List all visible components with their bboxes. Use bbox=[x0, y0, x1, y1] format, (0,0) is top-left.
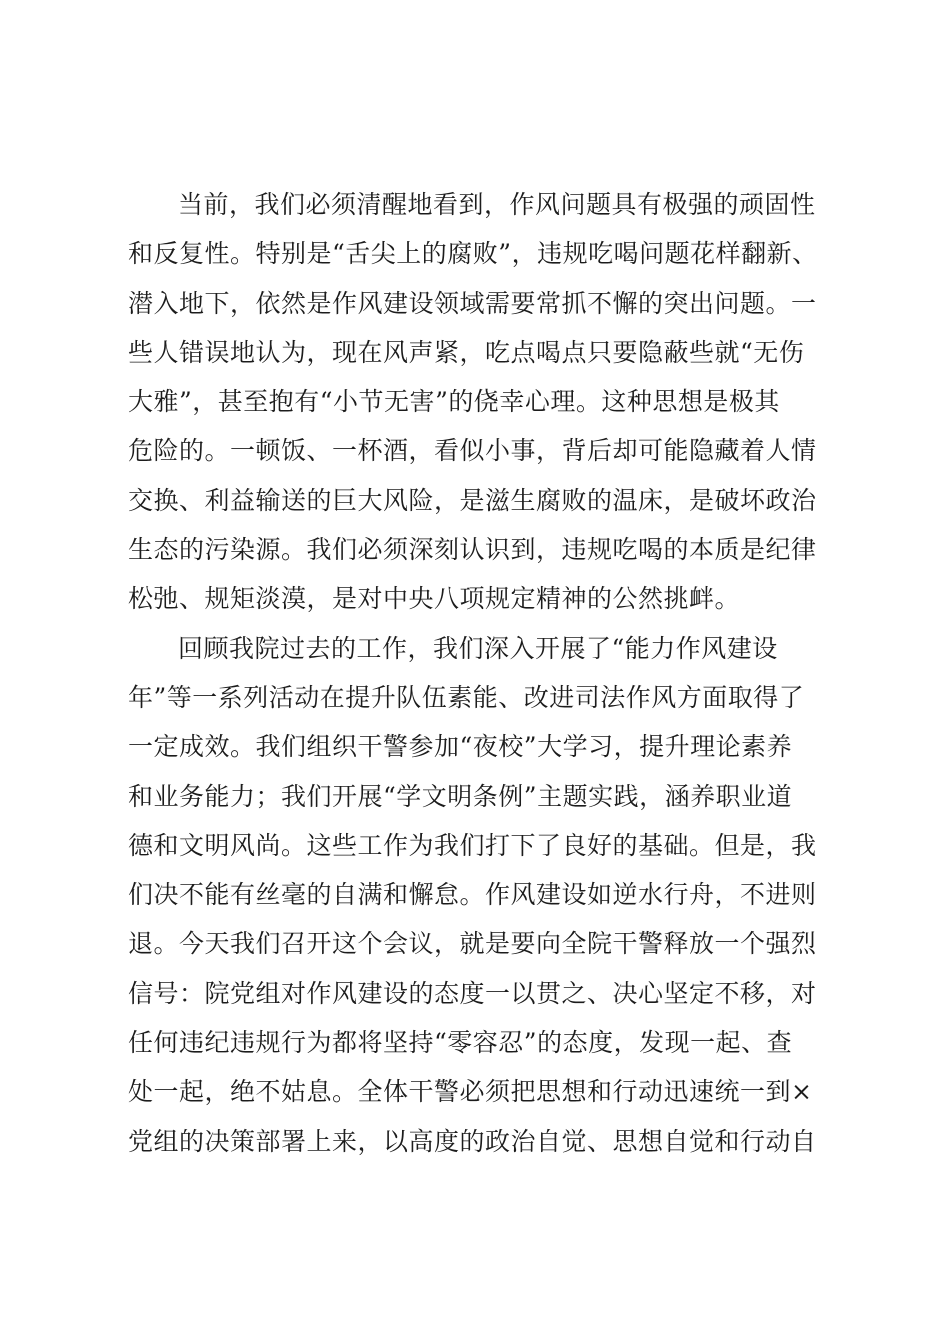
text-line: 潜入地下，依然是作风建设领域需要常抓不懈的突出问题。一 bbox=[128, 288, 817, 318]
text-line: 和反复性。特别是“舌尖上的腐败”，违规吃喝问题花样翻新、 bbox=[128, 239, 818, 269]
text-line: 任何违纪违规行为都将坚持“零容忍”的态度，发现一起、查 bbox=[128, 1028, 793, 1058]
text-line: 退。今天我们召开这个会议，就是要向全院干警释放一个强烈 bbox=[128, 929, 817, 959]
text-line: 交换、利益输送的巨大风险，是滋生腐败的温床，是破坏政治 bbox=[128, 485, 817, 515]
text-line: 危险的。一顿饭、一杯酒，看似小事，背后却可能隐藏着人情 bbox=[128, 436, 817, 466]
text-line: 德和文明风尚。这些工作为我们打下了良好的基础。但是，我 bbox=[128, 830, 817, 860]
paragraph-1 bbox=[128, 180, 828, 624]
text-line: 当前，我们必须清醒地看到，作风问题具有极强的顽固性 bbox=[178, 190, 816, 219]
paragraph-2 bbox=[128, 624, 828, 1166]
text-line: 一定成效。我们组织干警参加“夜校”大学习，提升理论素养 bbox=[128, 732, 793, 762]
text-line: 们决不能有丝毫的自满和懈怠。作风建设如逆水行舟，不进则 bbox=[128, 880, 817, 910]
text-line: 党组的决策部署上来，以高度的政治自觉、思想自觉和行动自 bbox=[128, 1126, 817, 1156]
text-line: 年”等一系列活动在提升队伍素能、改进司法作风方面取得了 bbox=[128, 682, 805, 712]
text-line: 松弛、规矩淡漠，是对中央八项规定精神的公然挑衅。 bbox=[128, 584, 741, 614]
text-line: 处一起，绝不姑息。全体干警必须把思想和行动迅速统一到× bbox=[128, 1077, 813, 1107]
text-line: 大雅”，甚至抱有“小节无害”的侥幸心理。这种思想是极其 bbox=[128, 387, 780, 417]
document-body bbox=[128, 180, 828, 1166]
text-line: 和业务能力；我们开展“学文明条例”主题实践，涵养职业道 bbox=[128, 781, 793, 811]
text-line: 回顾我院过去的工作，我们深入开展了“能力作风建设 bbox=[178, 633, 778, 663]
text-line: 些人错误地认为，现在风声紧，吃点喝点只要隐蔽些就“无伤 bbox=[128, 337, 805, 367]
text-line: 生态的污染源。我们必须深刻认识到，违规吃喝的本质是纪律 bbox=[128, 535, 817, 565]
text-line: 信号：院党组对作风建设的态度一以贯之、决心坚定不移，对 bbox=[128, 978, 817, 1008]
